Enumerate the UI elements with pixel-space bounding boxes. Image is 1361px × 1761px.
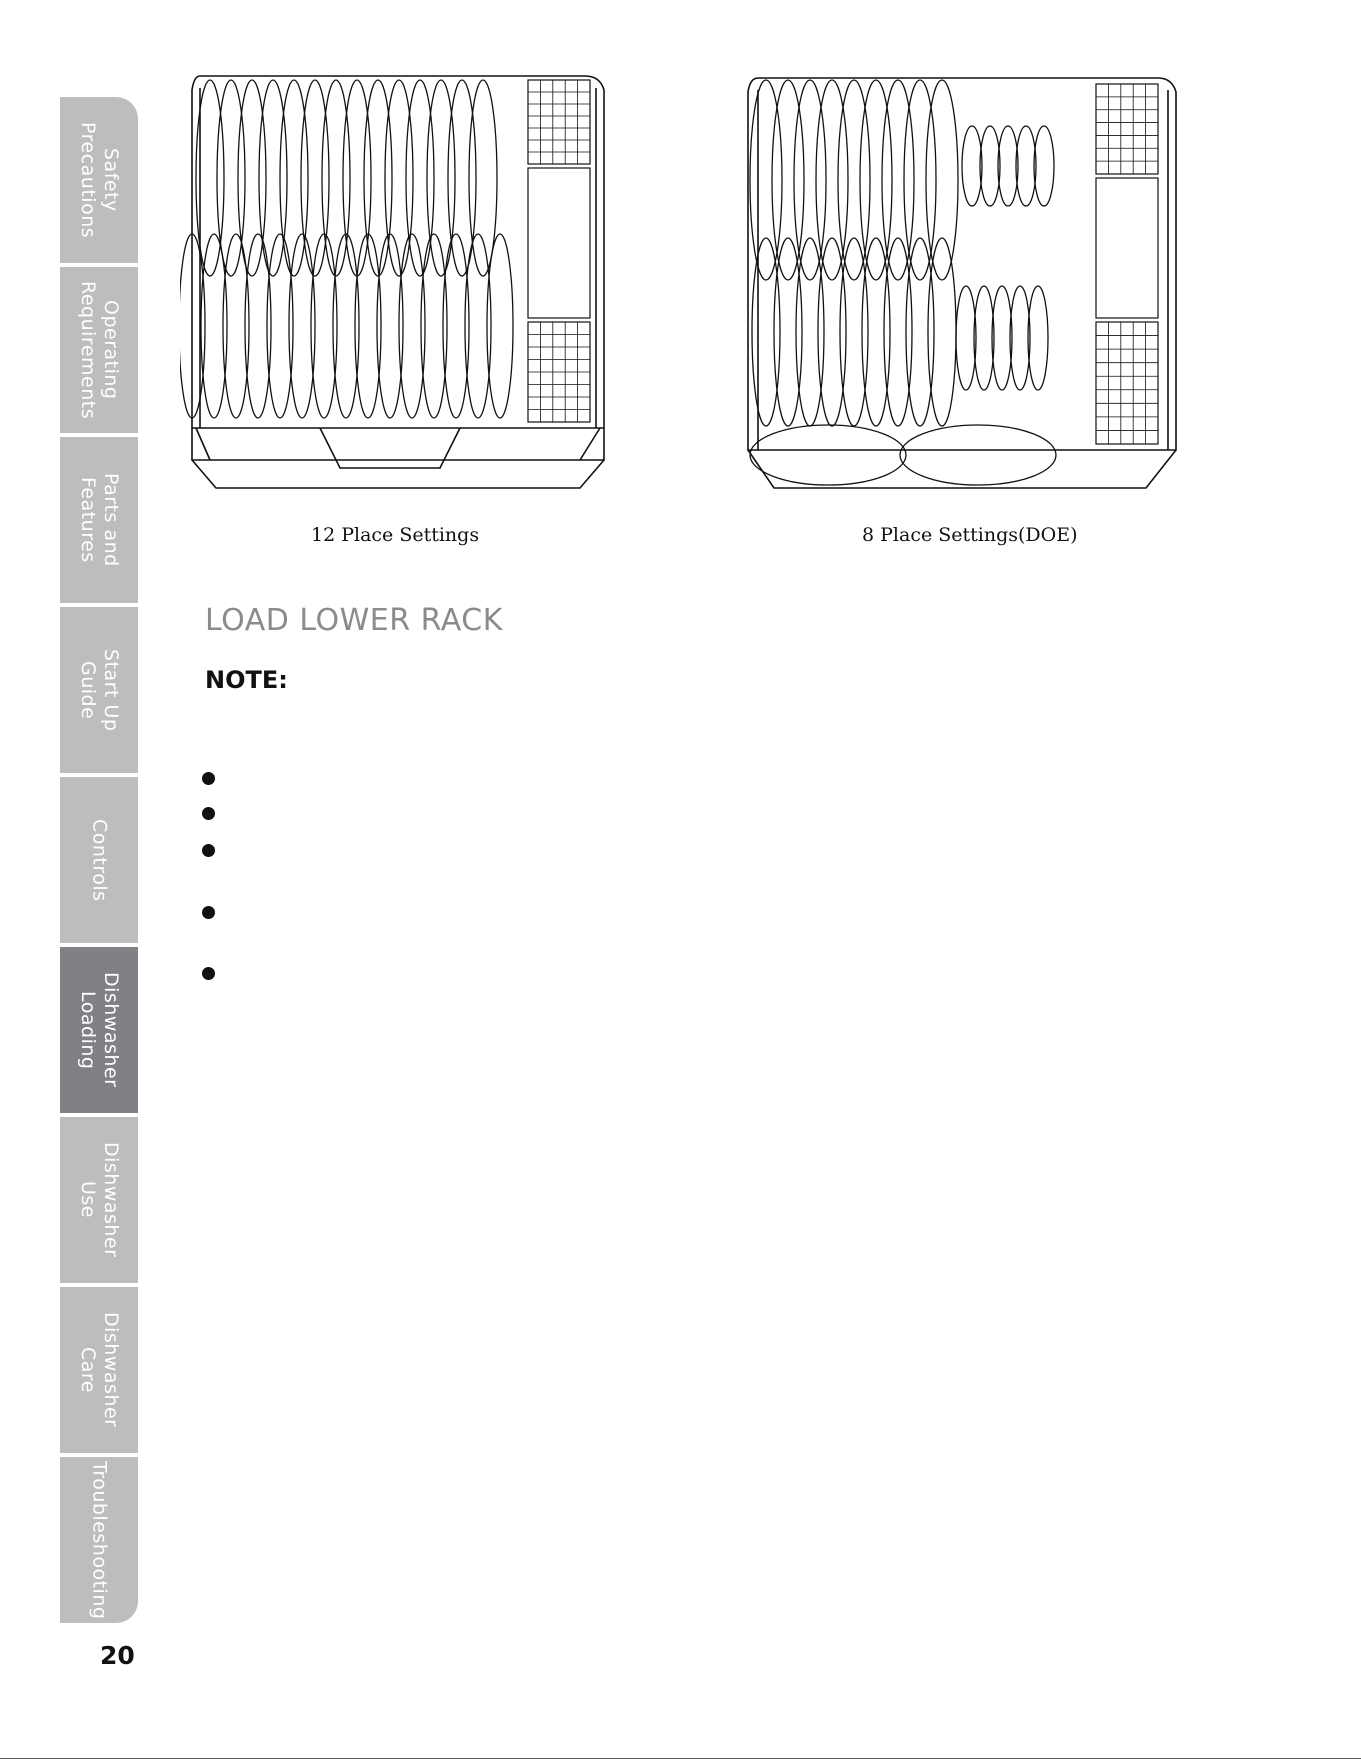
tab-parts-and-features[interactable] [60, 437, 138, 603]
lower-rack-12-place-illustration [180, 68, 615, 498]
plate-outline [280, 80, 308, 276]
plate-outline [906, 238, 934, 426]
tab-label: Parts and Features [77, 473, 122, 567]
plate-outline [992, 286, 1012, 390]
plate-outline [796, 238, 824, 426]
figure-caption-12-place: 12 Place Settings [311, 524, 480, 546]
tab-label: Dishwasher Care [77, 1312, 122, 1428]
plate-outline [1028, 286, 1048, 390]
plate-outline [1034, 126, 1054, 206]
plate-outline [884, 238, 912, 426]
plate-outline [956, 286, 976, 390]
lower-rack-8-place-illustration [738, 70, 1183, 500]
plate-outline [343, 80, 371, 276]
tab-dishwasher-care[interactable] [60, 1287, 138, 1453]
plate-outline [818, 238, 846, 426]
tab-label: Dishwasher Use [77, 1142, 122, 1258]
tab-label: Troubleshooting [88, 1460, 111, 1620]
plate-outline [752, 238, 780, 426]
tab-label: Dishwasher Loading [77, 972, 122, 1088]
plate-outline [862, 238, 890, 426]
tab-start-up-guide[interactable] [60, 607, 138, 773]
plate-outline [774, 238, 802, 426]
tab-dishwasher-loading[interactable] [60, 947, 138, 1113]
bullet-dot [202, 967, 215, 980]
plate-outline [1010, 286, 1030, 390]
note-label: NOTE: [205, 666, 288, 694]
plate-outline [301, 80, 329, 276]
plate-outline [1016, 126, 1036, 206]
figure-caption-8-place: 8 Place Settings(DOE) [862, 524, 1078, 546]
tab-controls[interactable] [60, 777, 138, 943]
plate-outline [980, 126, 1000, 206]
bullet-dot [202, 844, 215, 857]
bullet-dot [202, 807, 215, 820]
bullet-dot [202, 906, 215, 919]
tab-safety-precautions[interactable] [60, 97, 138, 263]
plate-outline [385, 80, 413, 276]
plate-outline [406, 80, 434, 276]
tab-label: Controls [88, 818, 111, 902]
tab-label: Start Up Guide [77, 648, 122, 732]
tab-operating-requirements[interactable] [60, 267, 138, 433]
page-number: 20 [100, 1641, 135, 1670]
plate-outline [928, 238, 956, 426]
tab-troubleshooting[interactable] [60, 1457, 138, 1623]
plate-outline [364, 80, 392, 276]
tab-label: Safety Precautions [77, 121, 122, 239]
bullet-dot [202, 772, 215, 785]
plate-outline [840, 238, 868, 426]
plate-outline [998, 126, 1018, 206]
plate-outline [322, 80, 350, 276]
tab-dishwasher-use[interactable] [60, 1117, 138, 1283]
plate-outline [974, 286, 994, 390]
tab-label: Operating Requirements [77, 280, 122, 420]
page-bottom-rule [0, 1758, 1361, 1759]
plate-outline [962, 126, 982, 206]
plate-outline [926, 80, 958, 280]
section-heading: LOAD LOWER RACK [205, 603, 503, 638]
